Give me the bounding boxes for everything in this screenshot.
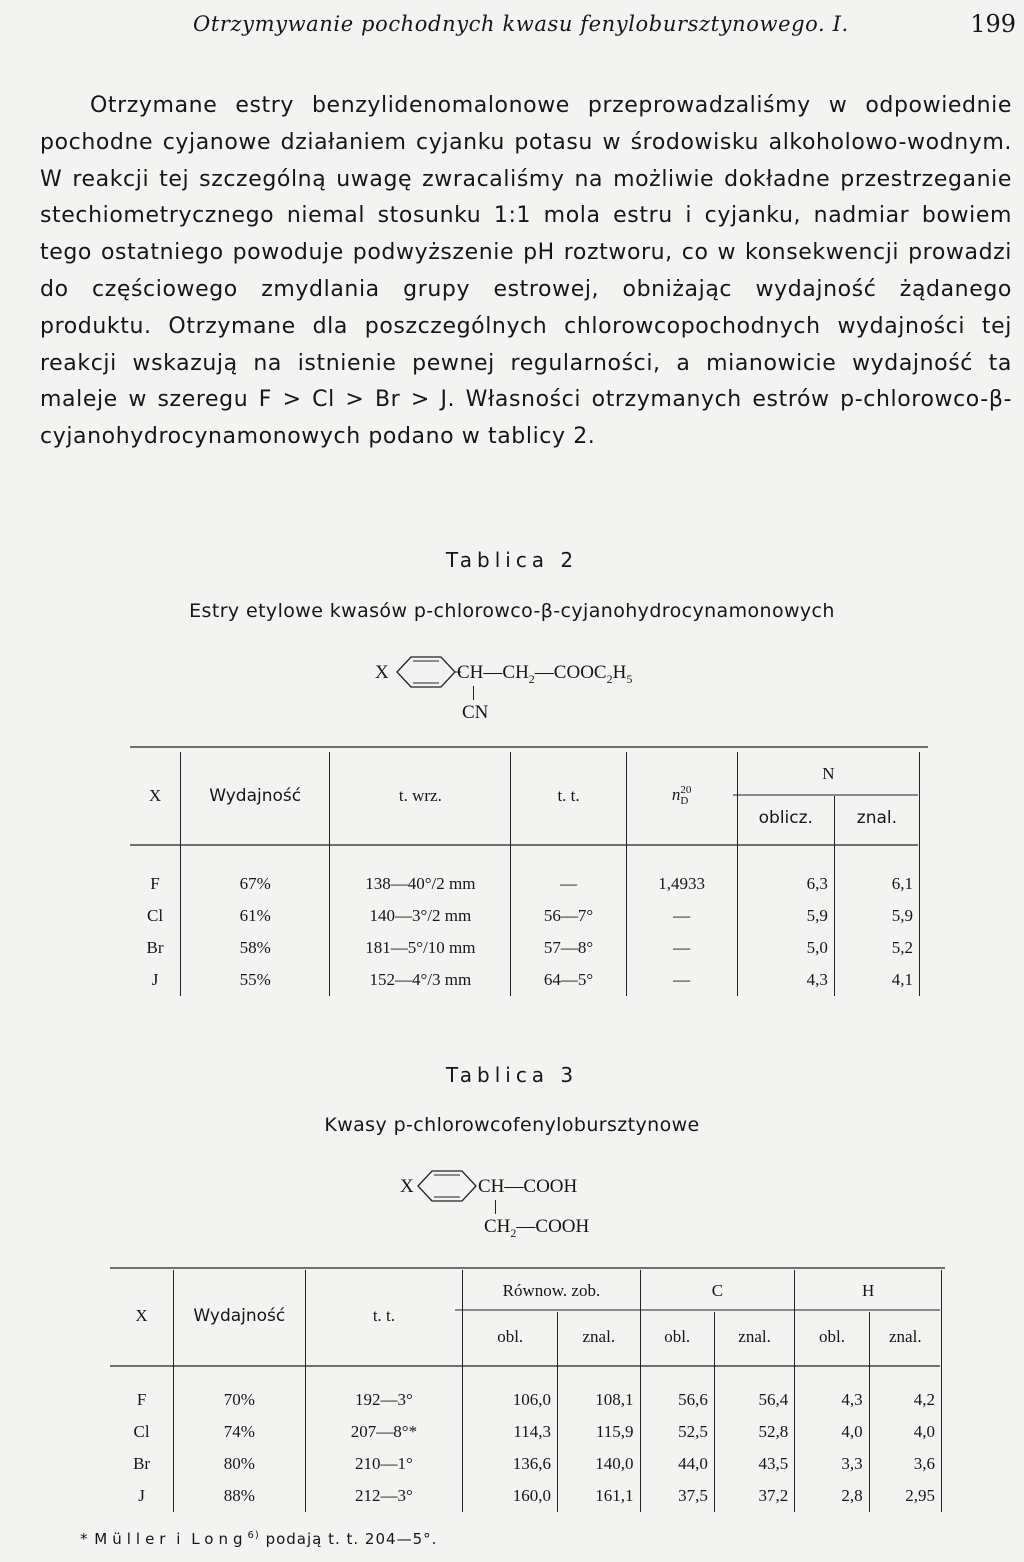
body-paragraph: Otrzymane estry benzylidenomalonowe przeprowadzaliśmy w odpowiednie pochodne cyjanowe działaniem cyjanku potasu w środowisku alkoholowo-wodnym. W reakcji tej szczególną uwagę zwracaliśmy na możliwie dokładne przestrzeganie stechiometrycznego niemal stosunku 1:1 mola estru i cyjanku, nadmiar bowiem tego ostatniego powoduje podwyższenie pH roztworu, co w konsekwencji prowadzi do częściowego zmydlania grupy estrowej, obniżając wydajność żądanego produktu. Otrzymane dla poszczególnych chlorowcopochodnych wydajności tej reakcji wskazują na istnienie pewnej regularności, a mianowicie wydajność ta maleje w szeregu F > Cl > Br > J. Własności otrzymanych estrów p-chlorowco-β-cyjanohydrocynamonowych podano w tablicy 2. — [40, 93, 1012, 450]
table3-header-c-obl: obl. — [640, 1312, 714, 1362]
cell-x: Cl — [130, 900, 181, 932]
cell-eq-znal: 161,1 — [558, 1480, 640, 1512]
footnote-ref: 6) — [247, 1530, 260, 1541]
table2-caption: Tablica 2 — [445, 548, 579, 572]
cell-n-calc: 5,0 — [737, 932, 834, 964]
table2-header-mp: t. t. — [511, 752, 626, 840]
cell-yield: 74% — [174, 1416, 305, 1448]
cell-eq-obl: 160,0 — [463, 1480, 558, 1512]
table3-header-c: C — [640, 1270, 795, 1312]
cell-h-znal: 4,0 — [869, 1416, 941, 1448]
table-row — [110, 1480, 942, 1512]
cell-x: J — [130, 964, 181, 996]
cell-h-obl: 4,0 — [795, 1416, 869, 1448]
cell-h-obl: 2,8 — [795, 1480, 869, 1512]
table3-header-mp: t. t. — [305, 1270, 463, 1362]
cell-n-found: 5,9 — [834, 900, 919, 932]
cell-x: Br — [110, 1448, 174, 1480]
cell-yield: 61% — [181, 900, 330, 932]
cell-n-found: 6,1 — [834, 868, 919, 900]
cell-eq-obl: 114,3 — [463, 1416, 558, 1448]
cell-x: J — [110, 1480, 174, 1512]
cell-yield: 55% — [181, 964, 330, 996]
cell-x: F — [110, 1384, 174, 1416]
footnote-marker: * — [80, 1530, 89, 1548]
footnote-author2: Long — [191, 1530, 248, 1548]
cell-nd: — — [626, 900, 737, 932]
cell-h-znal: 2,95 — [869, 1480, 941, 1512]
cell-n-calc: 5,9 — [737, 900, 834, 932]
cell-bp: 152—4°/3 mm — [330, 964, 511, 996]
table3-header-eq-obl: obl. — [463, 1312, 558, 1362]
cell-c-obl: 56,6 — [640, 1384, 714, 1416]
cell-c-znal: 43,5 — [714, 1448, 794, 1480]
table2-header-found: znal. — [834, 796, 919, 840]
cell-n-calc: 4,3 — [737, 964, 834, 996]
cell-eq-obl: 106,0 — [463, 1384, 558, 1416]
cell-x: F — [130, 868, 181, 900]
cell-yield: 70% — [174, 1384, 305, 1416]
table3-header-eq-znal: znal. — [558, 1312, 640, 1362]
cell-c-znal: 37,2 — [714, 1480, 794, 1512]
cell-mp: 64—5° — [511, 964, 626, 996]
cell-c-obl: 44,0 — [640, 1448, 714, 1480]
table2-header-bp: t. wrz. — [330, 752, 511, 840]
cell-n-found: 5,2 — [834, 932, 919, 964]
cell-eq-znal: 115,9 — [558, 1416, 640, 1448]
cell-nd: — — [626, 932, 737, 964]
cell-nd: — — [626, 964, 737, 996]
cell-mp: 57—8° — [511, 932, 626, 964]
cell-bp: 140—3°/2 mm — [330, 900, 511, 932]
cell-n-found: 4,1 — [834, 964, 919, 996]
cell-n-calc: 6,3 — [737, 868, 834, 900]
cell-c-obl: 37,5 — [640, 1480, 714, 1512]
cell-bp: 181—5°/10 mm — [330, 932, 511, 964]
cell-mp: 56—7° — [511, 900, 626, 932]
cell-c-znal: 52,8 — [714, 1416, 794, 1448]
table3-header-h: H — [795, 1270, 942, 1312]
cell-eq-znal: 140,0 — [558, 1448, 640, 1480]
table3-title: Kwasy p-chlorowcofenylobursztynowe — [324, 1114, 700, 1136]
cell-yield: 88% — [174, 1480, 305, 1512]
substituent-x: X — [400, 1176, 414, 1197]
cell-yield: 67% — [181, 868, 330, 900]
table-row — [110, 1416, 942, 1448]
cell-h-znal: 3,6 — [869, 1448, 941, 1480]
cell-eq-znal: 108,1 — [558, 1384, 640, 1416]
cell-nd: 1,4933 — [626, 868, 737, 900]
cell-mp: 210—1° — [305, 1448, 463, 1480]
table3-header-x: X — [110, 1270, 174, 1362]
table3-caption: Tablica 3 — [445, 1063, 579, 1087]
table3-header-eq: Równow. zob. — [463, 1270, 640, 1312]
table2-header-x: X — [130, 752, 181, 840]
formula-branch: $CH_2—COOH$ — [484, 1216, 590, 1240]
cell-mp: — — [511, 868, 626, 900]
formula-branch-cn: CN — [462, 702, 489, 723]
table-row — [110, 1384, 942, 1416]
table-row — [110, 1448, 942, 1480]
table3-header-h-znal: znal. — [869, 1312, 941, 1362]
formula-chain: CH—COOH — [478, 1176, 578, 1197]
cell-x: Br — [130, 932, 181, 964]
table2-header-n: N — [737, 752, 919, 796]
table2-header-calc: oblicz. — [737, 796, 834, 840]
cell-yield: 58% — [181, 932, 330, 964]
running-title: Otrzymywanie pochodnych kwasu fenylobursztynowego. I. — [193, 12, 849, 36]
cell-eq-obl: 136,6 — [463, 1448, 558, 1480]
cell-bp: 138—40°/2 mm — [330, 868, 511, 900]
cell-h-obl: 3,3 — [795, 1448, 869, 1480]
table3-header-c-znal: znal. — [714, 1312, 794, 1362]
table3-header-h-obl: obl. — [795, 1312, 869, 1362]
cell-c-obl: 52,5 — [640, 1416, 714, 1448]
footnote-author1: Müller — [94, 1530, 171, 1548]
table3 — [110, 1270, 942, 1512]
cell-h-obl: 4,3 — [795, 1384, 869, 1416]
footnote-and: i — [176, 1530, 186, 1548]
table2-header-nd: n20 D — [626, 752, 737, 840]
cell-mp: 212—3° — [305, 1480, 463, 1512]
cell-c-znal: 56,4 — [714, 1384, 794, 1416]
footnote — [80, 1530, 437, 1548]
formula-chain: $CH—CH_2—COOC_2H_5$ — [457, 662, 633, 686]
table3-header-yield: Wydajność — [174, 1270, 305, 1362]
cell-yield: 80% — [174, 1448, 305, 1480]
table2-header-yield: Wydajność — [181, 752, 330, 840]
cell-h-znal: 4,2 — [869, 1384, 941, 1416]
cell-mp: 192—3° — [305, 1384, 463, 1416]
substituent-x: X — [375, 662, 389, 683]
footnote-text: podają t. t. 204—5°. — [265, 1530, 438, 1548]
page-number: 199 — [970, 10, 1016, 38]
cell-x: Cl — [110, 1416, 174, 1448]
cell-mp: 207—8°* — [305, 1416, 463, 1448]
table2-title: Estry etylowe kwasów p-chlorowco-β-cyjanohydrocynamonowych — [189, 600, 835, 622]
